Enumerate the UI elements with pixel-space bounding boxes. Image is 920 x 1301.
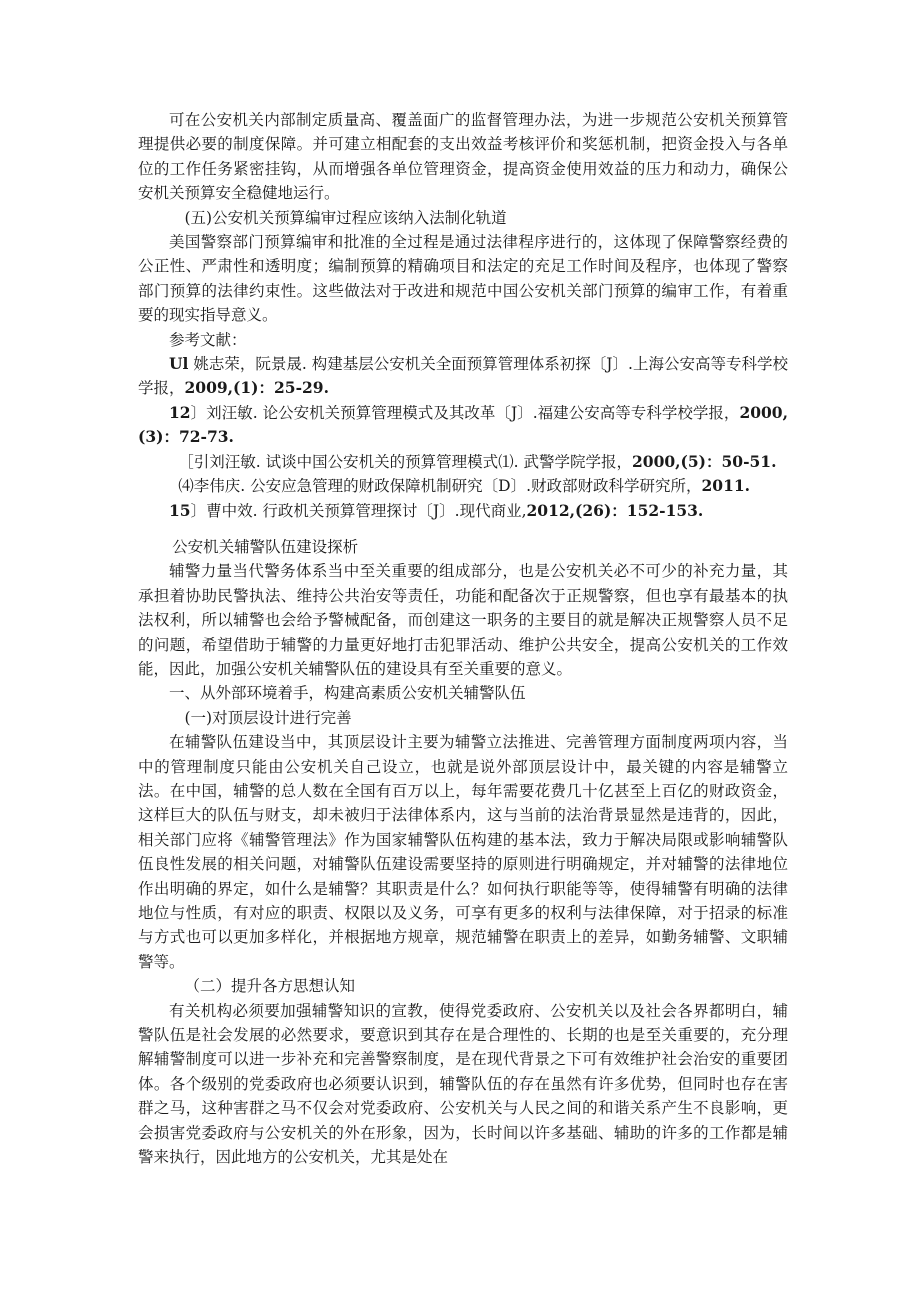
section-5-heading: (五)公安机关预算编审过程应该纳入法制化轨道 xyxy=(184,208,507,227)
subsection-1-heading: (一)对顶层设计进行完善 xyxy=(184,708,352,727)
part-1-heading: 一、从外部环境着手，构建高素质公安机关辅警队伍 xyxy=(169,684,526,703)
reference-tail: 2000,(5)：50-51. xyxy=(632,451,777,471)
reference-tail: 2011. xyxy=(701,476,751,496)
reference-item xyxy=(138,352,788,401)
paragraph-intro: 辅警力量当代警务体系当中至关重要的组成部分，也是公安机关必不可少的补充力量，其承担着协助民警执法、维持公共治安等责任，功能和配备次于正规警察，但也享有最基本的执法权利，所以辅警也会给予警械配备，而创建这一职务的主要目的就是解决正规警察人员不足的问题，希望借助于辅警的力量更好地打击犯罪活动、维护公共安全，提高公安机关的工作效能，因此，加强公安机关辅警队伍的建设具有至关重要的意义。 xyxy=(138,562,788,678)
article-title: 公安机关辅警队伍建设探析 xyxy=(172,537,359,556)
reference-tail: 2009,(1)：25-29. xyxy=(184,378,329,398)
reference-text: 姚志荣，阮景晟. 构建基层公安机关全面预算管理体系初探〔J〕.上海公安高等专科学校学报， xyxy=(138,355,788,398)
paragraph-awareness: 有关机构必须要加强辅警知识的宣教，使得党委政府、公安机关以及社会各界都明白，辅警队伍是社会发展的必然要求，要意识到其存在是合理性的、长期的也是至关重要的，充分理解辅警制度可以进一步补充和完善警察制度，是在现代背景之下可有效维护社会治安的重要团体。各个级别的党委政府也必须要认识到，辅警队伍的存在虽然有许多优势，但同时也存在害群之马，这种害群之马不仅会对党委政府、公安机关与人民之间的和谐关系产生不良影响，更会损害党委政府与公安机关的外在形象，因为，长时间以许多基础、辅助的许多的工作都是辅警来执行，因此地方的公安机关，尤其是处在 xyxy=(138,1001,788,1167)
reference-text: 〕刘汪敏. 论公安机关预算管理模式及其改革〔J〕.福建公安高等专科学校学报， xyxy=(190,403,740,422)
reference-item xyxy=(138,474,788,498)
reference-text: ［引刘汪敏. 试谈中国公安机关的预算管理模式⑴. 武警学院学报， xyxy=(178,452,633,471)
references-heading: 参考文献： xyxy=(169,330,247,349)
reference-mark: 12 xyxy=(169,402,191,422)
paragraph-us-police-budget: 美国警察部门预算编审和批准的全过程是通过法律程序进行的，这体现了保障警察经费的公正性、严肃性和透明度；编制预算的精确项目和法定的充足工作时间及程序，也体现了警察部门预算的法律约束性。这些做法对于改进和规范中国公安机关部门预算的编审工作，有着重要的现实指导意义。 xyxy=(138,233,788,325)
section-gap xyxy=(138,523,788,535)
reference-tail: 2000,(3)：72-73. xyxy=(138,402,788,447)
reference-text: 〕曹中效. 行政机关预算管理探讨〔J〕.现代商业, xyxy=(190,501,527,520)
reference-item xyxy=(138,401,788,450)
reference-text: ⑷李伟庆. 公安应急管理的财政保障机制研究〔D〕.财政部财政科学研究所， xyxy=(178,477,702,496)
reference-item xyxy=(138,450,788,474)
reference-tail: 2012,(26)：152-153. xyxy=(526,500,704,520)
reference-mark: 15 xyxy=(169,500,191,520)
document-page xyxy=(138,108,788,1169)
reference-item xyxy=(138,499,788,523)
references-list xyxy=(138,352,788,523)
subsection-2-heading: （二）提升各方思想认知 xyxy=(184,977,356,996)
paragraph-budget-supervision: 可在公安机关内部制定质量高、覆盖面广的监督管理办法，为进一步规范公安机关预算管理提供必要的制度保障。并可建立相配套的支出效益考核评价和奖惩机制，把资金投入与各单位的工作任务紧密挂钩，从而增强各单位管理资金，提高资金使用效益的压力和动力，确保公安机关预算安全稳健地运行。 xyxy=(138,111,788,203)
reference-mark: Ul xyxy=(169,354,189,374)
paragraph-top-level-design: 在辅警队伍建设当中，其顶层设计主要为辅警立法推进、完善管理方面制度两项内容，当中的管理制度只能由公安机关自己设立，也就是说外部顶层设计中，最关键的内容是辅警立法。在中国，辅警的总人数在全国有百万以上，每年需要花费几十亿甚至上百亿的财政资金，这样巨大的队伍与财支，却未被归于法律体系内，这与当前的法治背景显然是违背的，因此，相关部门应将《辅警管理法》作为国家辅警队伍构建的基本法，致力于解决局限或影响辅警队伍良性发展的相关问题，对辅警队伍建设需要坚持的原则进行明确规定，并对辅警的法律地位作出明确的界定，如什么是辅警？其职责是什么？如何执行职能等等，使得辅警有明确的法律地位与性质，有对应的职责、权限以及义务，可享有更多的权利与法律保障，对于招录的标准与方式也可以更加多样化，并根据地方规章，规范辅警在职责上的差异，如勤务辅警、文职辅警等。 xyxy=(138,733,788,971)
